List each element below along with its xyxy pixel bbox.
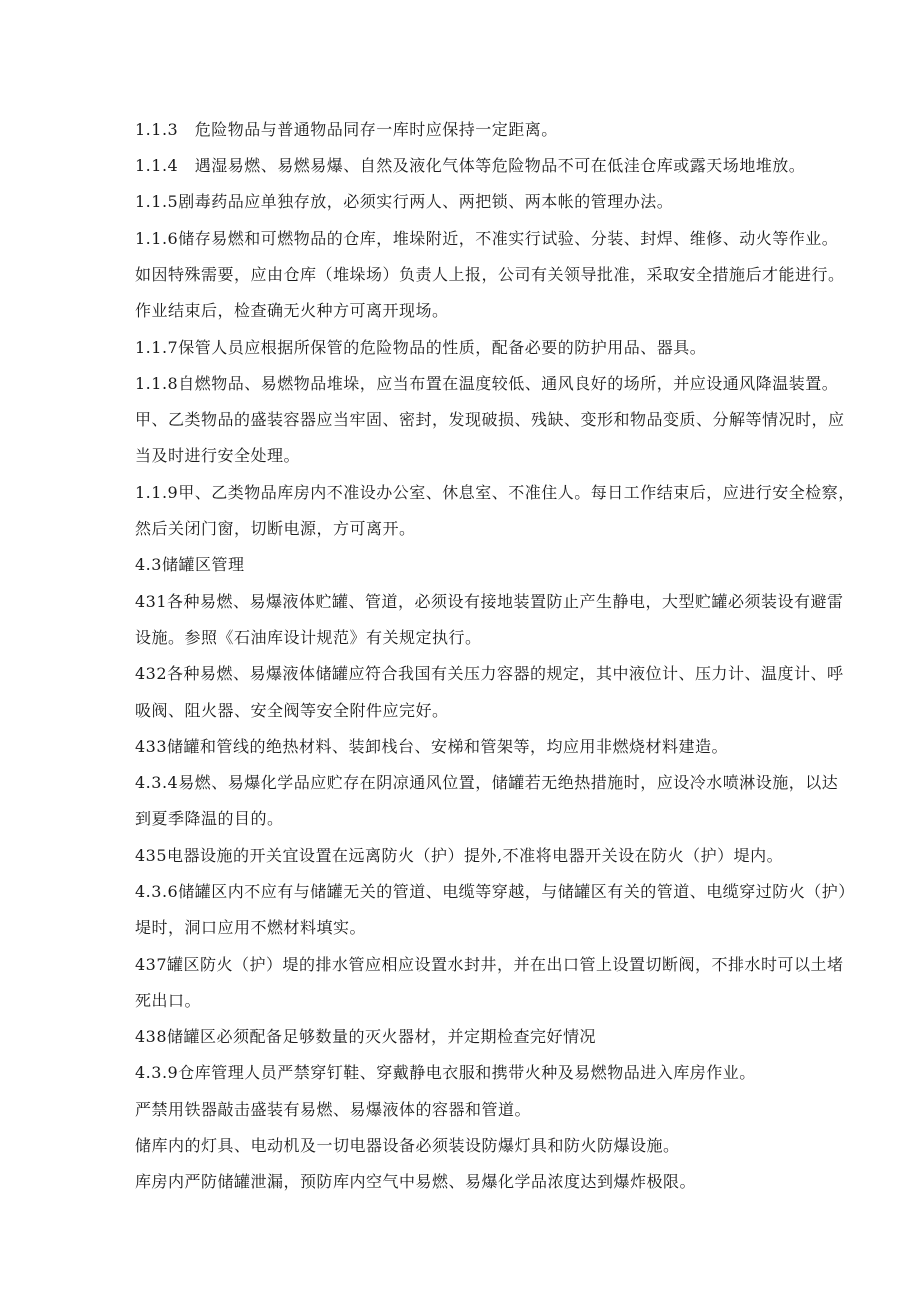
text-line: 432各种易燃、易爆液体储罐应符合我国有关压力容器的规定，其中液位计、压力计、温度计、呼 bbox=[135, 664, 844, 683]
text-line: 1.1.7保管人员应根据所保管的危险物品的性质，配备必要的防护用品、器具。 bbox=[135, 338, 707, 357]
text-line: 435电器设施的开关宜设置在远离防火（护）提外,不准将电器开关设在防火（护）堤内。 bbox=[135, 846, 784, 865]
text-line: 1.1.4 遇湿易燃、易燃易爆、自然及液化气体等危险物品不可在低洼仓库或露天场地堆放。 bbox=[135, 156, 806, 175]
text-line: 作业结束后，检查确无火种方可离开现场。 bbox=[135, 301, 449, 320]
text-line: 如因特殊需要，应由仓库（堆垛场）负责人上报，公司有关领导批准，采取安全措施后才能进行。 bbox=[135, 265, 845, 284]
text-line: 438储罐区必须配备足够数量的灭火器材，并定期检查完好情况 bbox=[135, 1027, 597, 1046]
text-line: 1.1.8自燃物品、易燃物品堆垛，应当布置在温度较低、通风良好的场所，并应设通风降温装置。 bbox=[135, 374, 839, 393]
text-line: 1.1.6储存易燃和可燃物品的仓库，堆垛附近，不准实行试验、分装、封焊、维修、动火等作业。 bbox=[135, 229, 839, 248]
text-line: 储库内的灯具、电动机及一切电器设备必须装设防爆灯具和防火防爆设施。 bbox=[135, 1136, 680, 1155]
section-heading: 4.3储罐区管理 bbox=[135, 555, 245, 574]
text-line: 431各种易燃、易爆液体贮罐、管道，必须设有接地装置防止产生静电，大型贮罐必须装设有避雷 bbox=[135, 592, 844, 611]
text-line: 甲、乙类物品的盛装容器应当牢固、密封，发现破损、残缺、变形和物品变质、分解等情况时，应 bbox=[135, 410, 845, 429]
text-line: 1.1.5剧毒药品应单独存放，必须实行两人、两把锁、两本帐的管理办法。 bbox=[135, 192, 674, 211]
text-line: 到夏季降温的目的。 bbox=[135, 809, 284, 828]
text-line: 堤时，洞口应用不燃材料填实。 bbox=[135, 918, 367, 937]
text-line: 4.3.9仓库管理人员严禁穿钉鞋、穿戴静电衣服和携带火种及易燃物品进入库房作业。 bbox=[135, 1063, 756, 1082]
text-line: 4.3.6储罐区内不应有与储罐无关的管道、电缆等穿越，与储罐区有关的管道、电缆穿过防火（护） bbox=[135, 882, 855, 901]
text-line: 然后关闭门窗，切断电源，方可离开。 bbox=[135, 519, 416, 538]
text-line: 4.3.4易燃、易爆化学品应贮存在阴凉通风位置，储罐若无绝热措施时，应设冷水喷淋设施，以达 bbox=[135, 773, 839, 792]
text-line: 死出口。 bbox=[135, 991, 202, 1010]
text-line: 1.1.9甲、乙类物品库房内不准设办公室、休息室、不准住人。每日工作结束后，应进行安全检察， bbox=[135, 483, 855, 502]
text-line: 库房内严防储罐泄漏，预防库内空气中易燃、易爆化学品浓度达到爆炸极限。 bbox=[135, 1172, 697, 1191]
text-line: 1.1.3 危险物品与普通物品同存一库时应保持一定距离。 bbox=[135, 120, 558, 139]
text-line: 设施。参照《石油库设计规范》有关规定执行。 bbox=[135, 628, 482, 647]
text-line: 吸阀、阻火器、安全阀等安全附件应完好。 bbox=[135, 701, 449, 720]
text-line: 严禁用铁器敲击盛装有易燃、易爆液体的容器和管道。 bbox=[135, 1100, 532, 1119]
text-line: 433储罐和管线的绝热材料、装卸栈台、安梯和管架等，均应用非燃烧材料建造。 bbox=[135, 737, 729, 756]
text-line: 437罐区防火（护）堤的排水管应相应设置水封井，并在出口管上设置切断阀，不排水时可以土堵 bbox=[135, 955, 844, 974]
text-line: 当及时进行安全处理。 bbox=[135, 446, 301, 465]
